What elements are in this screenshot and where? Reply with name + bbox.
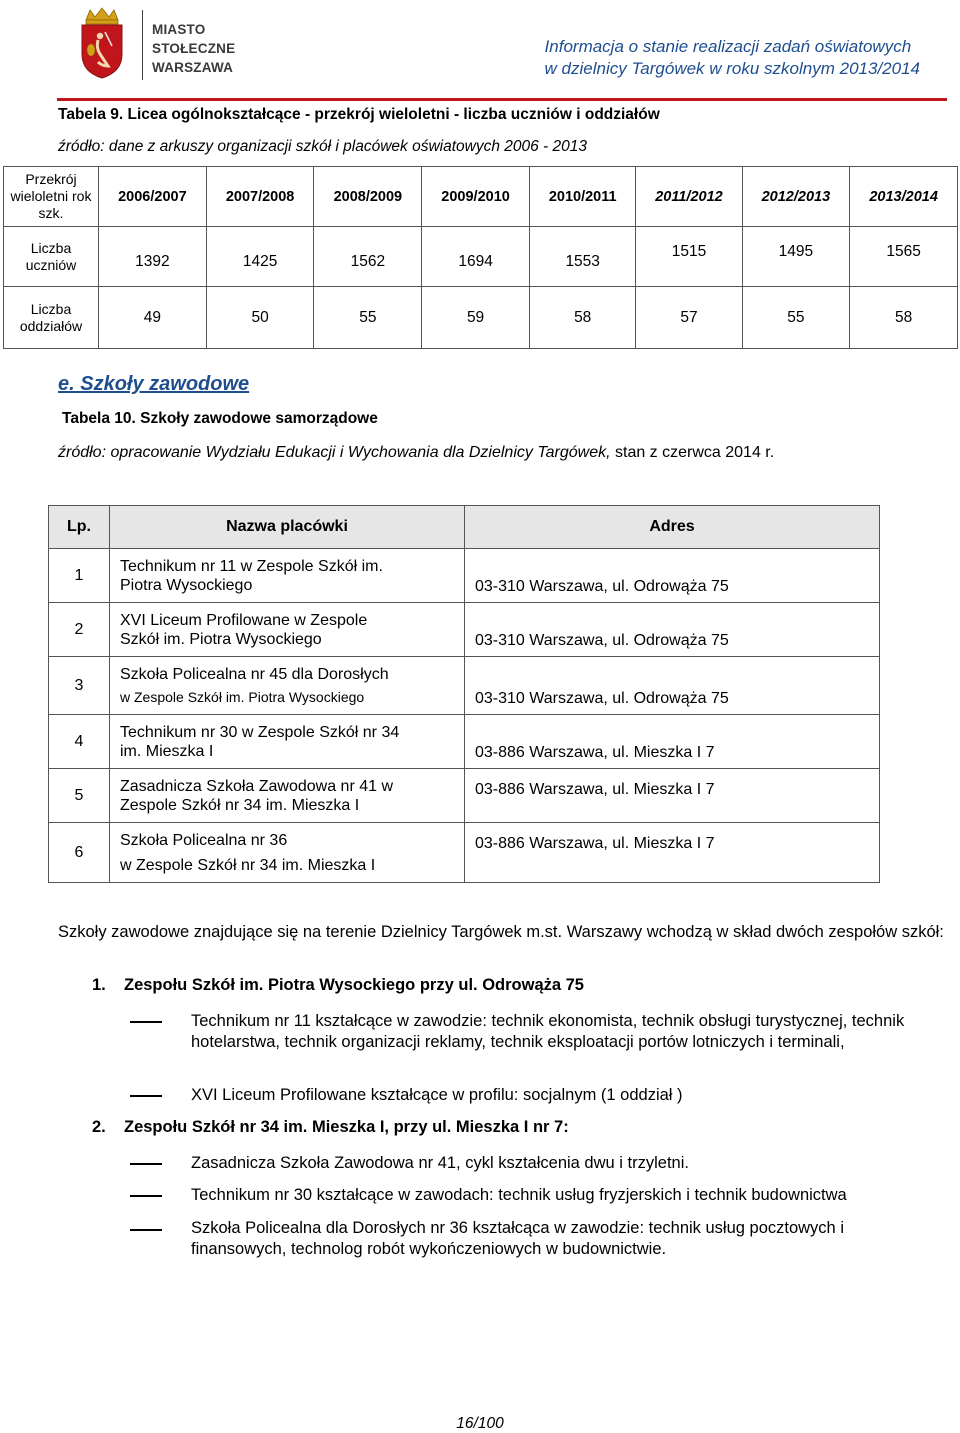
dash-bullet	[130, 1021, 162, 1023]
list-item: XVI Liceum Profilowane kształcące w profilu: socjalnym (1 oddział )	[191, 1086, 683, 1104]
divisions-cell: 58	[529, 287, 636, 349]
table-row	[49, 715, 880, 769]
table9-caption: Tabela 9. Licea ogólnokształcące - przekrój wieloletni - liczba uczniów i oddziałów	[58, 106, 660, 123]
table9-source: źródło: dane z arkuszy organizacji szkół i placówek oświatowych 2006 - 2013	[58, 138, 587, 155]
school-address: 03-886 Warszawa, ul. Mieszka I 7	[465, 769, 880, 823]
students-cell: 1553	[529, 227, 636, 287]
year-cell: 2007/2008	[206, 167, 314, 227]
group-1-number: 1.	[92, 976, 106, 994]
school-name	[110, 657, 465, 715]
document-header-title	[545, 36, 920, 80]
header-address: Adres	[465, 506, 880, 549]
school-address: 03-310 Warszawa, ul. Odrowąża 75	[465, 657, 880, 715]
divisions-cell: 55	[314, 287, 422, 349]
school-address: 03-886 Warszawa, ul. Mieszka I 7	[465, 823, 880, 883]
divisions-cell: 50	[206, 287, 314, 349]
dash-bullet	[130, 1195, 162, 1197]
students-cell: 1425	[206, 227, 314, 287]
row-number: 4	[49, 715, 110, 769]
school-name-line1: Zasadnicza Szkoła Zawodowa nr 41 w	[120, 778, 394, 795]
table-row	[49, 549, 880, 603]
year-cell: 2008/2009	[314, 167, 422, 227]
year-cell: 2006/2007	[99, 167, 207, 227]
table10-source-italic: źródło: opracowanie Wydziału Edukacji i Wychowania dla Dzielnicy Targówek,	[58, 444, 611, 461]
logo-line: WARSZAWA	[152, 60, 234, 75]
school-address: 03-310 Warszawa, ul. Odrowąża 75	[465, 603, 880, 657]
school-name	[110, 769, 465, 823]
table-row	[49, 657, 880, 715]
divisions-cell: 59	[422, 287, 530, 349]
header-name: Nazwa placówki	[110, 506, 465, 549]
year-cell: 2012/2013	[742, 167, 850, 227]
row-label-divisions: Liczba oddziałów	[4, 287, 99, 349]
table9-divisions-row	[4, 287, 958, 349]
school-name-line2: im. Mieszka I	[120, 743, 214, 760]
logo-divider	[142, 10, 143, 80]
school-name-line2: w Zespole Szkół im. Piotra Wysockiego	[120, 689, 365, 705]
list-item: Zasadnicza Szkoła Zawodowa nr 41, cykl kształcenia dwu i trzyletni.	[191, 1154, 689, 1172]
table10-vocational-schools	[48, 505, 880, 883]
page-number: 16/100	[456, 1415, 504, 1432]
header-title-line2: w dzielnicy Targówek w roku szkolnym 2013/2014	[544, 59, 920, 78]
school-name	[110, 715, 465, 769]
school-address: 03-886 Warszawa, ul. Mieszka I 7	[465, 715, 880, 769]
school-name-line1: Technikum nr 11 w Zespole Szkół im.	[120, 558, 383, 575]
year-cell: 2011/2012	[636, 167, 742, 227]
intro-paragraph: Szkoły zawodowe znajdujące się na terenie Dzielnicy Targówek m.st. Warszawy wchodzą w skład dwóch zespołów szkół:	[58, 923, 944, 941]
warsaw-coat-of-arms-icon	[78, 6, 126, 80]
table-row	[49, 769, 880, 823]
group-2-title: Zespołu Szkół nr 34 im. Mieszka I, przy ul. Mieszka I nr 7:	[124, 1118, 569, 1136]
row-number: 3	[49, 657, 110, 715]
table9-multiyear	[3, 166, 958, 349]
divisions-cell: 55	[742, 287, 850, 349]
dash-bullet	[130, 1095, 162, 1097]
school-name-line2: Zespole Szkół nr 34 im. Mieszka I	[120, 797, 360, 814]
year-cell: 2009/2010	[422, 167, 530, 227]
divisions-cell: 58	[850, 287, 958, 349]
section-e-heading: e. Szkoły zawodowe	[58, 373, 250, 395]
school-name-line1: Szkoła Policealna nr 45 dla Dorosłych	[120, 666, 389, 683]
school-name-line1: XVI Liceum Profilowane w Zespole	[120, 612, 368, 629]
school-name-line2: Szkół im. Piotra Wysockiego	[120, 631, 322, 648]
table9-corner-label: Przekrój wieloletni rok szk.	[4, 167, 99, 227]
students-cell: 1694	[422, 227, 530, 287]
year-cell: 2010/2011	[529, 167, 636, 227]
logo-line: MIASTO	[152, 22, 206, 37]
row-label-students: Liczba uczniów	[4, 227, 99, 287]
divisions-cell: 49	[99, 287, 207, 349]
school-name	[110, 603, 465, 657]
school-address: 03-310 Warszawa, ul. Odrowąża 75	[465, 549, 880, 603]
city-logo-text	[152, 20, 235, 77]
table-row	[49, 603, 880, 657]
dash-bullet	[130, 1163, 162, 1165]
students-cell: 1515	[636, 227, 742, 287]
school-name-line1: Technikum nr 30 w Zespole Szkół nr 34	[120, 724, 400, 741]
students-cell: 1565	[850, 227, 958, 287]
school-name	[110, 823, 465, 883]
group-2-number: 2.	[92, 1118, 106, 1136]
header-rule	[57, 98, 947, 101]
row-number: 5	[49, 769, 110, 823]
students-cell: 1392	[99, 227, 207, 287]
table-row	[49, 823, 880, 883]
header-title-line1: Informacja o stanie realizacji zadań oświatowych	[544, 37, 912, 56]
row-number: 1	[49, 549, 110, 603]
dash-bullet	[130, 1229, 162, 1231]
table10-caption: Tabela 10. Szkoły zawodowe samorządowe	[62, 410, 378, 427]
year-cell: 2013/2014	[850, 167, 958, 227]
table10-source-date: stan z czerwca 2014 r.	[610, 444, 775, 461]
school-name	[110, 549, 465, 603]
row-number: 2	[49, 603, 110, 657]
table9-students-row	[4, 227, 958, 287]
students-cell: 1495	[742, 227, 850, 287]
list-item: Szkoła Policealna dla Dorosłych nr 36 kształcąca w zawodzie: technik usług pocztowych i finansowych, technolog robót wykończeniowych w budownictwie.	[191, 1219, 844, 1258]
logo-line: STOŁECZNE	[152, 41, 236, 56]
header-lp: Lp.	[49, 506, 110, 549]
students-cell: 1562	[314, 227, 422, 287]
table10-header-row	[49, 506, 880, 549]
row-number: 6	[49, 823, 110, 883]
school-name-line1: Szkoła Policealna nr 36	[120, 832, 288, 849]
school-name-line2: w Zespole Szkół nr 34 im. Mieszka I	[120, 857, 376, 874]
list-item: Technikum nr 11 kształcące w zawodzie: technik ekonomista, technik obsługi turystycznej, technik hotelarstwa, technik organizacji reklamy, technik eksploatacji portów lotniczych i terminali,	[191, 1012, 905, 1051]
table10-source	[58, 444, 774, 462]
table9-header-row	[4, 167, 958, 227]
group-1-title: Zespołu Szkół im. Piotra Wysockiego przy ul. Odrowąża 75	[124, 976, 584, 994]
school-name-line2: Piotra Wysockiego	[120, 577, 253, 594]
divisions-cell: 57	[636, 287, 742, 349]
list-item: Technikum nr 30 kształcące w zawodach: technik usług fryzjerskich i technik budownictwa	[191, 1186, 847, 1204]
